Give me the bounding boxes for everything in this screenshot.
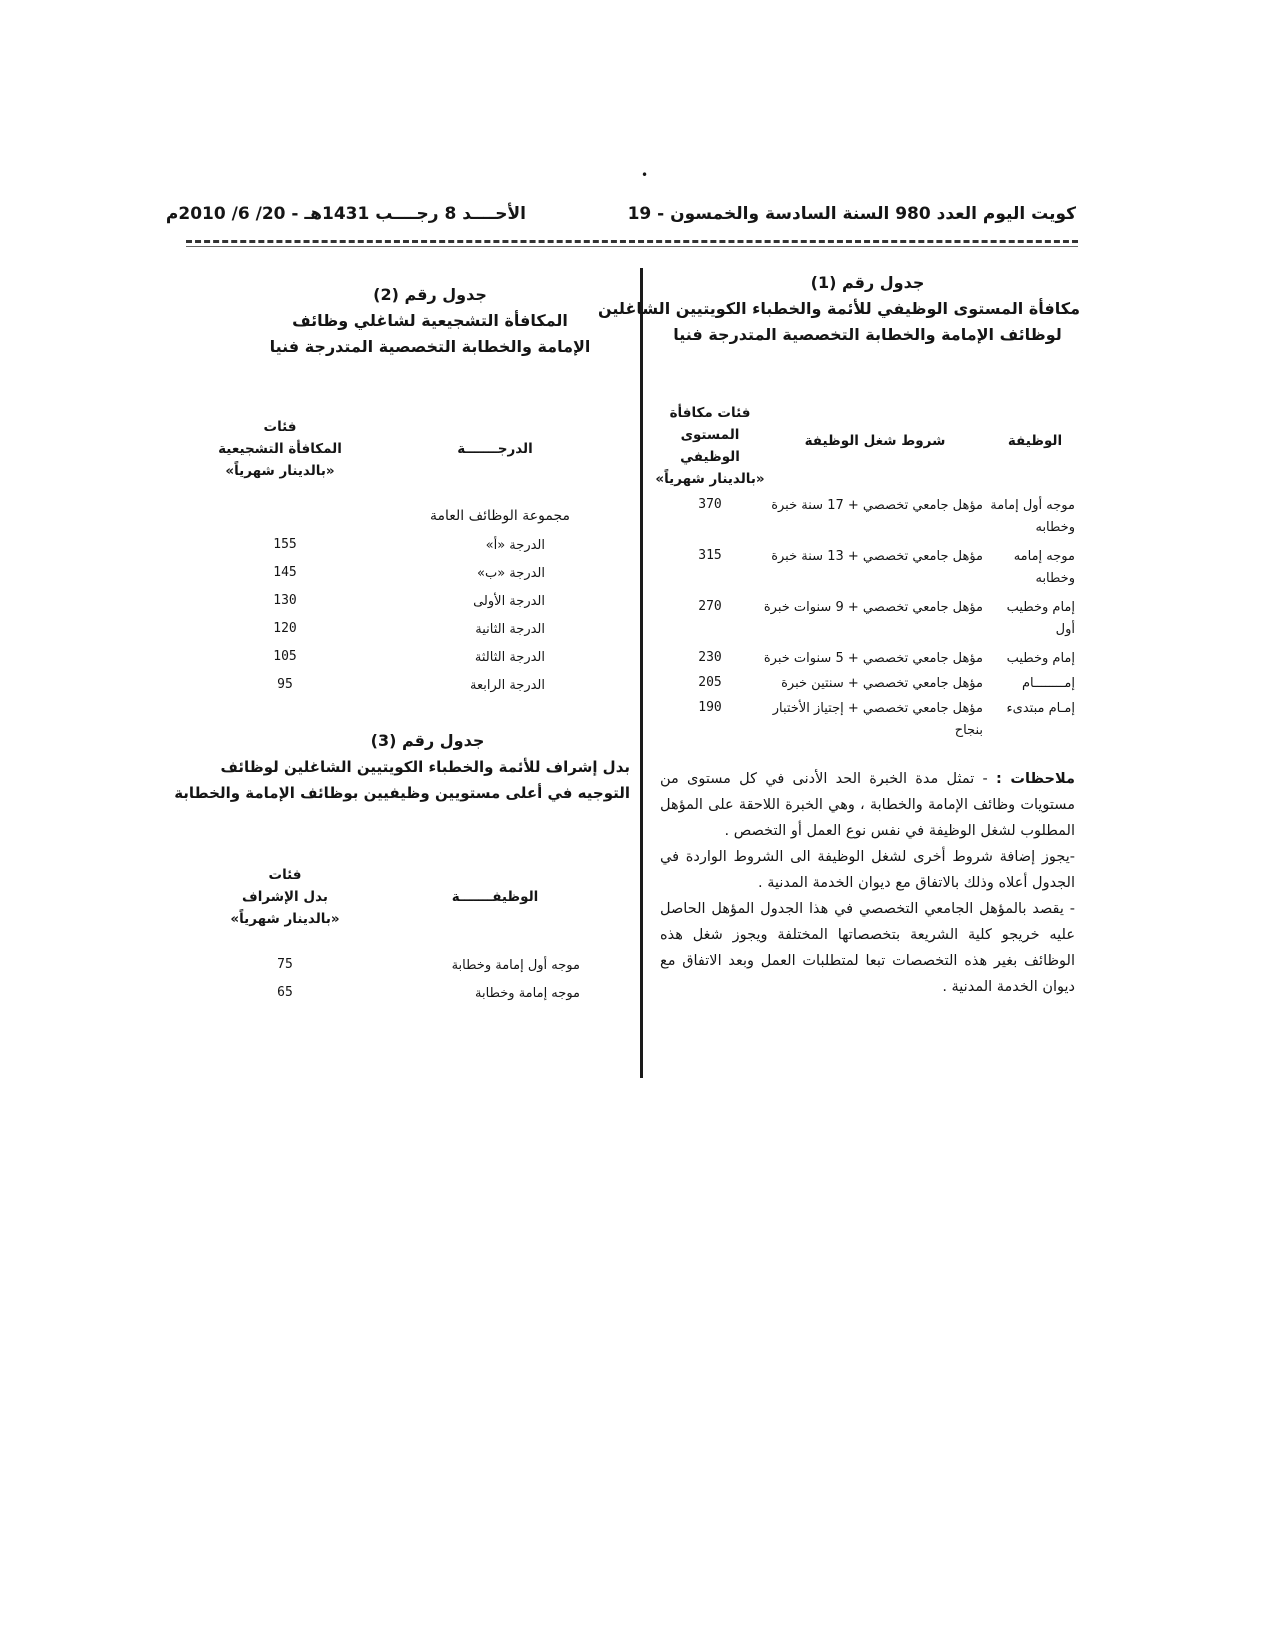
table1-job: موجه إمامه وخطابه <box>1013 549 1075 586</box>
notes-block <box>660 766 1075 1000</box>
table1-amount: 205 <box>698 675 722 690</box>
table2-title-line1: المكافأة التشجيعية لشاغلي وظائف <box>292 311 568 330</box>
table3-amount: 75 <box>277 957 293 972</box>
table3-header-amount-line1: فئات <box>268 867 302 883</box>
table2-amount: 120 <box>273 621 297 636</box>
header-rule-thin <box>186 246 1078 247</box>
table3-number: جدول رقم (3) <box>370 731 485 750</box>
table1-header-amount-line1: فئات مكافأة <box>669 405 751 421</box>
table2-title-line2: الإمامة والخطابة التخصصية المتدرجة فنيا <box>269 337 591 356</box>
table2-header-amount-line2: المكافأة التشجيعية <box>218 441 342 457</box>
table1-conditions: مؤهل جامعي تخصصي + إجتياز الأختبار بنجاح <box>772 701 983 738</box>
table1-amount: 370 <box>698 497 722 512</box>
table1-amount: 270 <box>698 599 722 614</box>
table2-amount: 95 <box>277 677 293 692</box>
table3-job: موجه إمامة وخطابة <box>475 986 580 1001</box>
notes-label: ملاحظات : <box>995 771 1075 787</box>
notes-paragraph-2: -يجوز إضافة شروط أخرى لشغل الوظيفة الى الشروط الواردة في الجدول أعلاه وذلك بالاتفاق مع ديوان الخدمة المدنية . <box>660 849 1075 891</box>
notes-paragraph-3: - يقصد بالمؤهل الجامعي التخصصي في هذا الجدول المؤهل الحاصل عليه خريجو كلية الشريعة بتخصصاتها المختلفة ويجوز شغل هذه الوظائف بغير هذه التخصصات تبعا لمتطلبات العمل وبعد الاتفاق مع ديوان الخدمة المدنية . <box>660 901 1075 995</box>
table1-header-conditions: شروط شغل الوظيفة <box>804 433 946 449</box>
table1-conditions: مؤهل جامعي تخصصي + سنتين خبرة <box>781 676 983 691</box>
table2-header-amount <box>210 416 350 482</box>
table2-header-amount-line3: «بالدينار شهرياً» <box>225 463 335 479</box>
header-rule <box>186 240 1078 243</box>
header-issue: كويت اليوم العدد 980 السنة السادسة والخمسون - 19 <box>627 204 1076 224</box>
table2-amount: 105 <box>273 649 297 664</box>
table3-header-amount <box>215 864 355 930</box>
table1-conditions: مؤهل جامعي تخصصي + 17 سنة خبرة <box>771 498 983 513</box>
page-dot: • <box>641 168 649 182</box>
table1-job: إمـام مبتدىء <box>1006 701 1075 716</box>
table2-amount: 130 <box>273 593 297 608</box>
table2-header-grade: الدرجـــــــة <box>457 441 533 457</box>
header-date: الأحــــد 8 رجــــب 1431هـ - 20/ 6/ 2010م <box>165 204 526 224</box>
table1-header-amount <box>655 402 765 490</box>
table1-job: إمــــــــام <box>1021 676 1075 691</box>
table3-amount: 65 <box>277 985 293 1000</box>
table2-grade: الدرجة «ب» <box>477 566 545 581</box>
table3-job: موجه أول إمامة وخطابة <box>451 958 580 973</box>
table1-amount: 315 <box>698 548 722 563</box>
table1-conditions: مؤهل جامعي تخصصي + 13 سنة خبرة <box>771 549 983 564</box>
table1-header-job: الوظيفة <box>1007 433 1063 449</box>
table1-job: موجه أول إمامة وخطابه <box>990 498 1075 535</box>
table2-grade: الدرجة الأولى <box>473 594 545 609</box>
table1-title-line2: لوظائف الإمامة والخطابة التخصصية المتدرجة فنيا <box>673 325 1062 344</box>
notes-paragraph-1: - تمثل مدة الخبرة الحد الأدنى في كل مستوى من مستويات وظائف الإمامة والخطابة ، وهي الخبرة اللاحقة على المؤهل المطلوب لشغل الوظيفة في نفس نوع العمل أو التخصص . <box>660 771 1075 839</box>
table3-header-amount-line2: بدل الإشراف <box>242 889 328 905</box>
table1-job: إمام وخطيب أول <box>1006 600 1075 637</box>
table3-title-line2: التوجيه في أعلى مستويين وظيفيين بوظائف الإمامة والخطابة <box>174 784 630 802</box>
table3-header-job: الوظيفـــــــة <box>451 889 539 905</box>
table3-title <box>174 728 630 806</box>
table2-amount: 155 <box>273 537 297 552</box>
table2-number: جدول رقم (2) <box>373 285 487 304</box>
table1-header-amount-line2: المستوى الوظيفي <box>680 427 740 465</box>
column-divider <box>640 268 643 1078</box>
table2-group-label: مجموعة الوظائف العامة <box>430 508 570 524</box>
table2-grade: الدرجة «أ» <box>485 538 545 553</box>
table1-amount: 190 <box>698 700 722 715</box>
table1-amount: 230 <box>698 650 722 665</box>
table2-grade: الدرجة الرابعة <box>469 678 545 693</box>
table2-title <box>235 282 625 360</box>
table3-title-line1: بدل إشراف للأئمة والخطباء الكويتيين الشاغلين لوظائف <box>220 758 630 776</box>
table2-amount: 145 <box>273 565 297 580</box>
table1-number: جدول رقم (1) <box>810 273 925 292</box>
table1-title-line1: مكافأة المستوى الوظيفي للأئمة والخطباء الكويتيين الشاغلين <box>598 299 1080 318</box>
table2-grade: الدرجة الثانية <box>475 622 545 637</box>
table1-job: إمام وخطيب <box>1006 651 1075 666</box>
table3-header-amount-line3: «بالدينار شهرياً» <box>230 911 340 927</box>
table1-title <box>598 270 1080 348</box>
table2-grade: الدرجة الثالثة <box>474 650 545 665</box>
table1-conditions: مؤهل جامعي تخصصي + 5 سنوات خبرة <box>763 651 983 666</box>
table1-conditions: مؤهل جامعي تخصصي + 9 سنوات خبرة <box>763 600 983 615</box>
table2-header-amount-line1: فئات <box>263 419 297 435</box>
table1-header-amount-line3: «بالدينار شهرياً» <box>655 471 765 487</box>
